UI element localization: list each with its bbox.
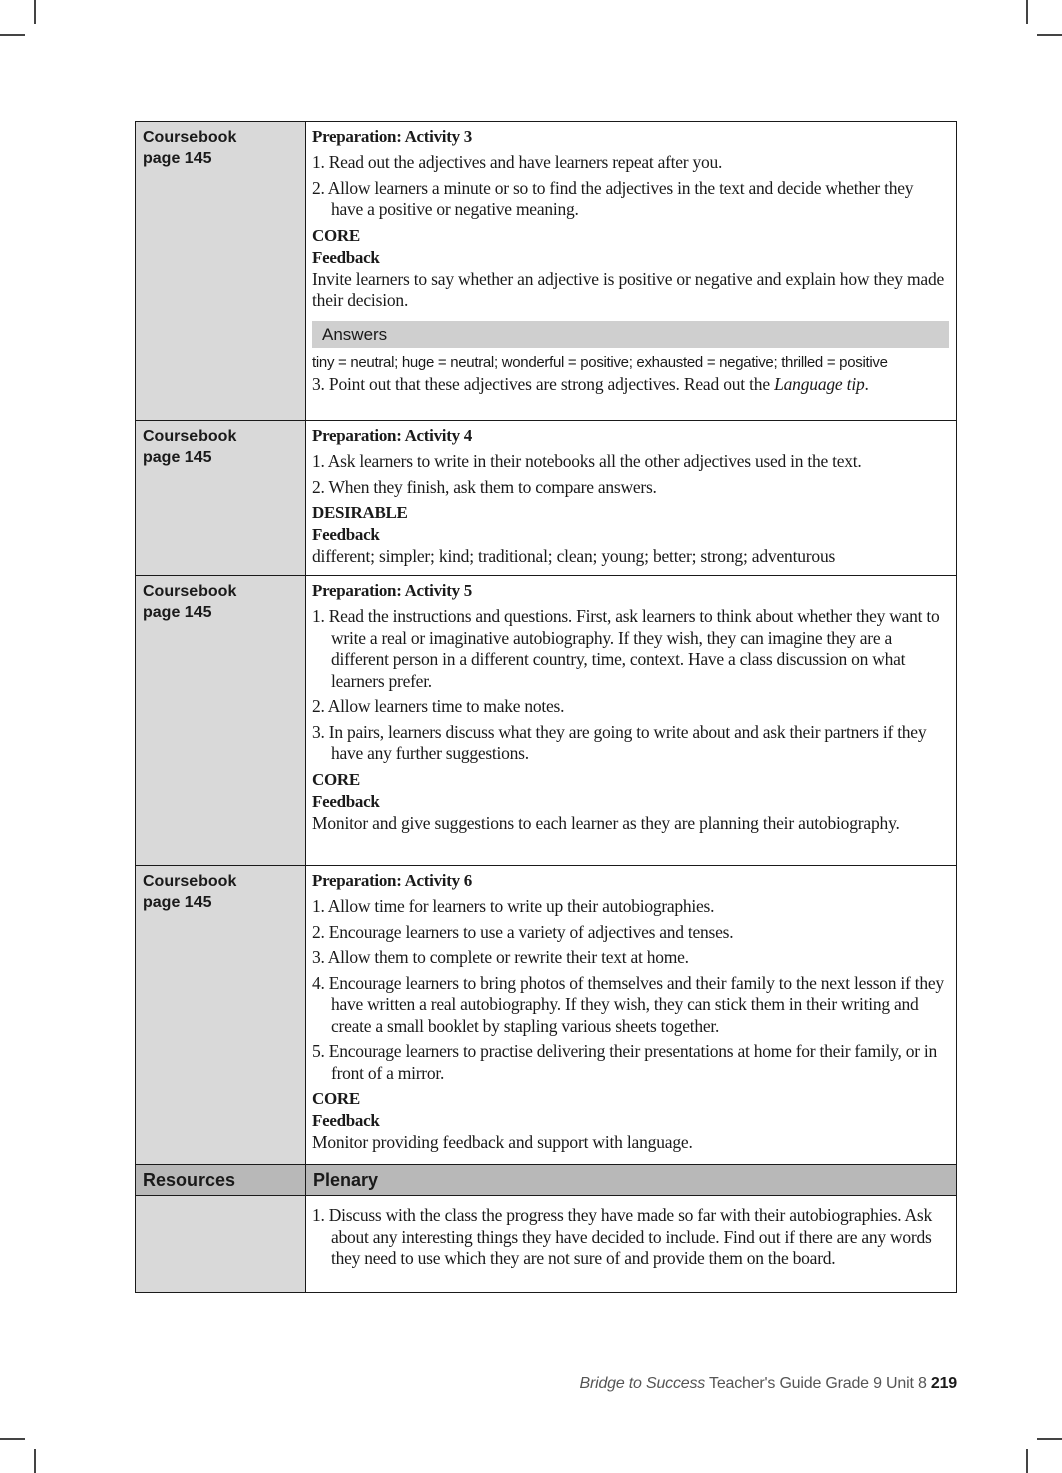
table-row-activity-5 <box>136 576 957 866</box>
step-list <box>312 896 949 1084</box>
activity-cell <box>306 122 957 421</box>
activity-heading: Preparation: Activity 6 <box>312 871 472 890</box>
resource-label: Coursebook <box>143 873 237 890</box>
activity-heading: Preparation: Activity 5 <box>312 581 472 600</box>
table-row-activity-4 <box>136 421 957 576</box>
step-item: 1. Read the instructions and questions. First, ask learners to think about whether they want to write a real or imaginative autobiography. If they wish, they can imagine they are a different person in a different country, time, context. Have a class discussion on what learners prefer. <box>312 606 940 691</box>
crop-mark <box>34 1449 36 1473</box>
step-item: 3. Allow them to complete or rewrite their text at home. <box>312 947 689 967</box>
step-item: 4. Encourage learners to bring photos of themselves and their family to the next lesson if they have written a real autobiography. If they wish, they can stick them in their writing and create a small booklet by stapling various sheets together. <box>312 972 944 1036</box>
level-label: CORE <box>312 1089 360 1108</box>
feedback-label: Feedback <box>312 247 380 267</box>
resource-cell <box>136 866 306 1165</box>
resource-cell <box>136 122 306 421</box>
crop-mark <box>1026 0 1028 24</box>
resource-page: page 145 <box>143 604 212 621</box>
step-list <box>312 606 949 765</box>
level-label: CORE <box>312 225 360 245</box>
feedback-text: Monitor providing feedback and support with language. <box>312 1132 693 1152</box>
language-tip-ref: Language tip <box>774 374 865 394</box>
book-title: Bridge to Success <box>579 1375 706 1392</box>
page-footer <box>580 1375 958 1393</box>
plenary-cell <box>306 1196 957 1293</box>
step-item: 2. When they finish, ask them to compare answers. <box>312 476 657 497</box>
resource-page: page 145 <box>143 150 212 167</box>
activity-heading: Preparation: Activity 3 <box>312 127 472 146</box>
crop-mark <box>1037 34 1062 36</box>
step-item: 2. Allow learners a minute or so to find the adjectives in the text and decide whether they have a positive or negative meaning. <box>312 177 914 219</box>
activity-cell <box>306 576 957 866</box>
feedback-label: Feedback <box>312 525 380 544</box>
resource-label: Coursebook <box>143 428 237 445</box>
step-item: 1. Ask learners to write in their notebooks all the other adjectives used in the text. <box>312 451 862 471</box>
step-item: 2. Allow learners time to make notes. <box>312 696 565 716</box>
step-list <box>312 152 949 221</box>
answers-band: Answers <box>312 321 949 348</box>
resource-cell-empty <box>136 1196 306 1293</box>
resource-label: Coursebook <box>143 583 237 600</box>
table-row-activity-3 <box>136 122 957 421</box>
resource-page: page 145 <box>143 449 212 466</box>
feedback-text: Invite learners to say whether an adjective is positive or negative and explain how they made their decision. <box>312 268 945 310</box>
feedback-label: Feedback <box>312 791 380 811</box>
page-number: 219 <box>930 1375 957 1392</box>
resource-label: Coursebook <box>143 129 237 146</box>
resource-cell <box>136 576 306 866</box>
step-list <box>312 1205 949 1270</box>
activity-heading: Preparation: Activity 4 <box>312 426 472 445</box>
table-row-plenary <box>136 1196 957 1293</box>
step-item: 2. Encourage learners to use a variety of adjectives and tenses. <box>312 921 734 942</box>
level-label: DESIRABLE <box>312 503 408 522</box>
resources-header: Resources <box>136 1165 306 1196</box>
crop-mark <box>34 0 36 24</box>
resource-cell <box>136 421 306 576</box>
step-list <box>312 451 949 498</box>
lesson-plan-table <box>135 121 957 1293</box>
feedback-label: Feedback <box>312 1111 380 1130</box>
feedback-text: Monitor and give suggestions to each learner as they are planning their autobiography. <box>312 812 900 833</box>
plenary-header-row <box>136 1165 957 1196</box>
answers-text: tiny = neutral; huge = neutral; wonderful = positive; exhausted = negative; thrilled = positive <box>312 353 888 371</box>
resource-page: page 145 <box>143 894 212 911</box>
step-item: 3. In pairs, learners discuss what they are going to write about and ask their partners if they have any further suggestions. <box>312 721 927 763</box>
feedback-text: different; simpler; kind; traditional; clean; young; better; strong; adventurous <box>312 546 836 566</box>
crop-mark <box>1026 1449 1028 1473</box>
crop-mark <box>0 1438 25 1440</box>
step-item: 1. Read out the adjectives and have learners repeat after you. <box>312 152 723 172</box>
plenary-header: Plenary <box>306 1165 957 1196</box>
step-item: 5. Encourage learners to practise delivering their presentations at home for their family, or in front of a mirror. <box>312 1041 938 1083</box>
step-item: 1. Discuss with the class the progress they have made so far with their autobiographies. Ask about any interesting things they have decided to include. Find out if there are any words they need to use which they are not sure of and provide them on the board. <box>312 1205 932 1268</box>
step-item: 1. Allow time for learners to write up their autobiographies. <box>312 896 715 916</box>
level-label: CORE <box>312 769 360 789</box>
crop-mark <box>1037 1438 1062 1440</box>
table-row-activity-6 <box>136 866 957 1165</box>
step-item: 3. Point out that these adjectives are strong adjectives. Read out the Language tip. <box>312 374 869 394</box>
activity-cell <box>306 421 957 576</box>
book-subtitle: Teacher's Guide Grade 9 Unit 8 <box>705 1375 931 1392</box>
crop-mark <box>0 34 25 36</box>
activity-cell <box>306 866 957 1165</box>
